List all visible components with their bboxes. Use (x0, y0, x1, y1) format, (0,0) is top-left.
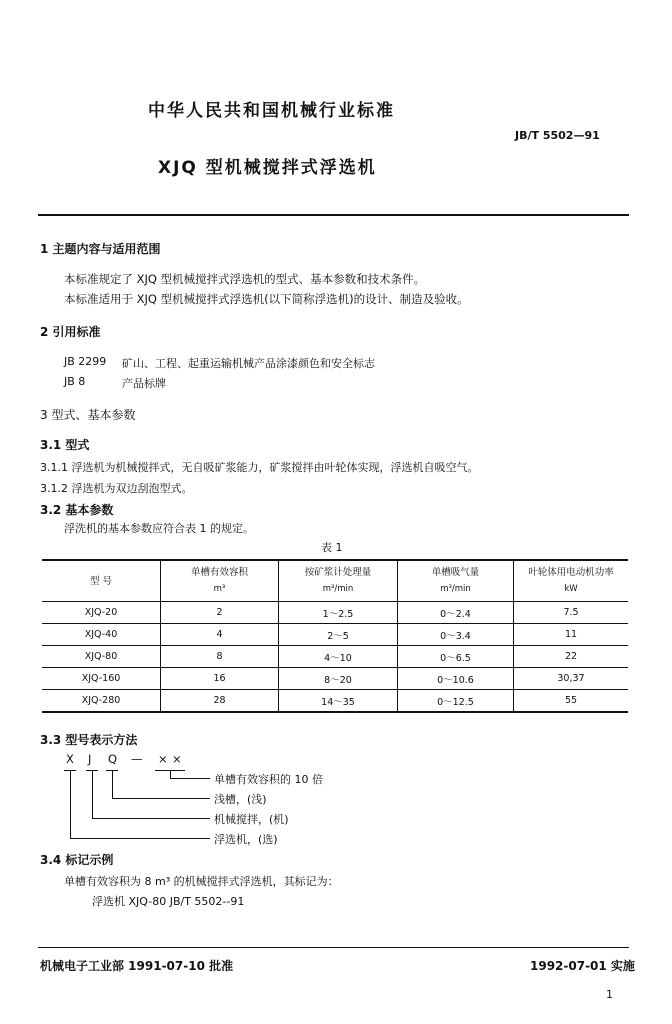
table-cell: 1～2.5 (279, 602, 398, 624)
code-label-volume: 单槽有效容积的 10 倍 (214, 773, 323, 786)
section-1-paragraph-2: 本标准适用于 XJQ 型机械搅拌式浮选机(以下简称浮选机)的设计、制造及验收。 (64, 292, 469, 306)
connector-line (92, 770, 93, 818)
table-cell: 14～35 (279, 690, 398, 713)
table-cell: 2～5 (279, 624, 398, 646)
table-row (42, 646, 628, 668)
table-cell: XJQ-80 (42, 646, 161, 668)
column-header-label: 叶轮体用电动机功率 (528, 567, 614, 578)
table-cell: 8～20 (279, 668, 398, 690)
section-3-4-heading: 3.4 标记示例 (40, 853, 114, 867)
table-cell: XJQ-40 (42, 624, 161, 646)
table-cell: 8 (161, 646, 279, 668)
table-cell: 0～6.5 (398, 646, 514, 668)
standard-category-title: 中华人民共和国机械行业标准 (148, 101, 395, 121)
table-cell: XJQ-20 (42, 602, 161, 624)
standard-number: JB/T 5502—91 (515, 129, 600, 142)
code-char-x: X (66, 752, 74, 766)
table-row (42, 624, 628, 646)
table-caption: 表 1 (321, 541, 343, 554)
table-header-row (42, 560, 628, 602)
footer-divider (38, 947, 629, 948)
column-header (514, 560, 629, 602)
connector-line (112, 770, 113, 798)
column-header (279, 560, 398, 602)
approval-date: 机械电子工业部 1991-07-10 批准 (40, 959, 234, 973)
column-header (398, 560, 514, 602)
section-3-heading: 3 型式、基本参数 (40, 408, 136, 422)
section-3-1-heading: 3.1 型式 (40, 438, 90, 452)
connector-line (92, 818, 210, 819)
table-row (42, 690, 628, 713)
table-cell: 0～3.4 (398, 624, 514, 646)
table-cell: 7.5 (514, 602, 629, 624)
table-cell: 30,37 (514, 668, 629, 690)
reference-title: 矿山、工程、起重运输机械产品涂漆颜色和安全标志 (122, 357, 375, 370)
basic-parameters-table (42, 559, 628, 713)
implementation-date: 1992-07-01 实施 (530, 959, 635, 973)
table-cell: 0～10.6 (398, 668, 514, 690)
code-char-q: Q (108, 752, 118, 766)
code-char-dash: — (131, 752, 143, 766)
table-cell: 4～10 (279, 646, 398, 668)
column-header-unit: kW (564, 584, 578, 594)
connector-line (170, 770, 171, 778)
column-header-label: 单槽吸气量 (431, 567, 480, 578)
table-cell: XJQ-280 (42, 690, 161, 713)
column-header-label: 按矿浆计处理量 (304, 567, 372, 578)
table-cell: 28 (161, 690, 279, 713)
table-cell: 4 (161, 624, 279, 646)
code-char-placeholder: × (158, 752, 168, 766)
reference-code: JB 8 (64, 375, 86, 388)
connector-line (70, 770, 71, 838)
table-cell: 22 (514, 646, 629, 668)
marking-example: 浮选机 XJQ-80 JB/T 5502--91 (92, 895, 245, 908)
code-label-flotation: 浮选机，(选) (214, 833, 278, 846)
table-cell: 0～12.5 (398, 690, 514, 713)
connector-line (112, 798, 210, 799)
section-3-3-heading: 3.3 型号表示方法 (40, 733, 138, 747)
table-cell: 2 (161, 602, 279, 624)
column-header (42, 560, 161, 602)
section-3-1-1-text: 3.1.1 浮选机为机械搅拌式，无自吸矿浆能力，矿浆搅拌由叶轮体实现，浮选机自吸空气。 (40, 461, 479, 474)
column-header-label: 单槽有效容积 (190, 567, 248, 578)
section-3-1-2-text: 3.1.2 浮选机为双边刮泡型式。 (40, 482, 193, 495)
table-row (42, 602, 628, 624)
column-header-label: 型 号 (89, 575, 113, 587)
reference-code: JB 2299 (64, 355, 107, 368)
code-label-shallow-tank: 浅槽，(浅) (214, 793, 267, 806)
connector-line (170, 778, 210, 779)
table-cell: 16 (161, 668, 279, 690)
column-header-unit: m³/min (440, 584, 471, 594)
section-1-heading: 1 主题内容与适用范围 (40, 242, 161, 256)
header-divider (38, 214, 629, 216)
section-1-paragraph-1: 本标准规定了 XJQ 型机械搅拌式浮选机的型式、基本参数和技术条件。 (64, 272, 426, 286)
table-cell: 11 (514, 624, 629, 646)
section-2-heading: 2 引用标准 (40, 325, 101, 339)
section-3-4-text: 单槽有效容积为 8 m³ 的机械搅拌式浮选机，其标记为： (64, 875, 339, 888)
section-3-2-text: 浮洗机的基本参数应符合表 1 的规定。 (64, 522, 254, 535)
code-char-placeholder: × (172, 752, 182, 766)
code-char-j: J (88, 752, 92, 766)
table-cell: 0～2.4 (398, 602, 514, 624)
column-header-unit: m³ (213, 584, 226, 594)
code-label-mechanical: 机械搅拌，(机) (214, 813, 289, 826)
table-cell: 55 (514, 690, 629, 713)
column-header-unit: m³/min (322, 584, 354, 594)
page-number: 1 (606, 988, 613, 1001)
document-title: XJQ 型机械搅拌式浮选机 (158, 158, 377, 178)
reference-title: 产品标牌 (122, 377, 166, 390)
table-cell: XJQ-160 (42, 668, 161, 690)
table-row (42, 668, 628, 690)
column-header (161, 560, 279, 602)
section-3-2-heading: 3.2 基本参数 (40, 503, 114, 517)
connector-line (70, 838, 210, 839)
